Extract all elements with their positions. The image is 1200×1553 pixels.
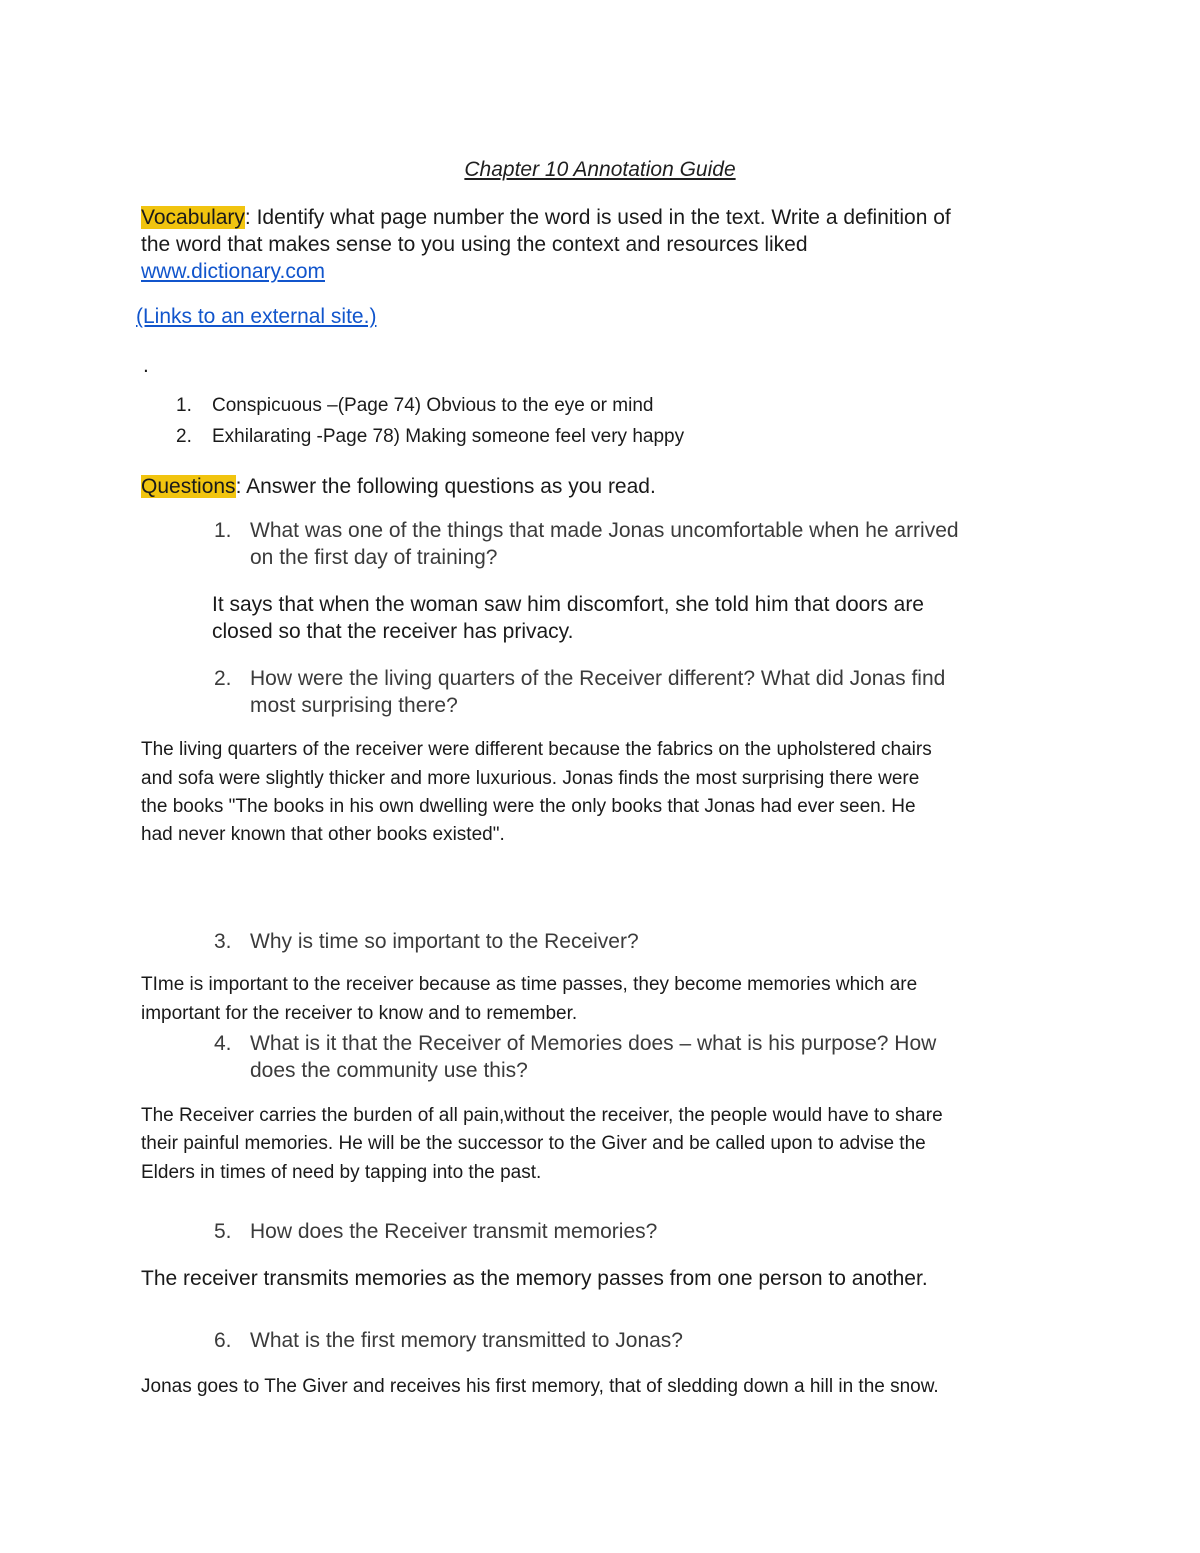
answer-3-line2: important for the receiver to know and to remember. <box>141 1003 578 1024</box>
vocab-item-number: 2. <box>176 426 192 447</box>
questions-intro <box>141 473 656 500</box>
question-number: 6. <box>214 1329 232 1352</box>
dictionary-link-line <box>141 258 325 285</box>
answer-4-line2: their painful memories. He will be the successor to the Giver and be called upon to advise the <box>141 1133 926 1154</box>
vocabulary-label: Vocabulary <box>141 206 245 229</box>
question-number: 5. <box>214 1220 232 1243</box>
questions-label: Questions <box>141 475 236 498</box>
stray-period: . <box>143 354 149 377</box>
question-number: 1. <box>214 519 232 542</box>
vocab-item-1 <box>176 392 653 420</box>
question-number: 2. <box>214 667 232 690</box>
answer-5-line1: The receiver transmits memories as the memory passes from one person to another. <box>141 1267 928 1290</box>
vocabulary-instructions-line1 <box>141 204 951 231</box>
vocab-item-text: Conspicuous –(Page 74) Obvious to the eye or mind <box>212 395 654 416</box>
answer-3-line1: TIme is important to the receiver because as time passes, they become memories which are <box>141 974 918 995</box>
answer-4-line3: Elders in times of need by tapping into the past. <box>141 1162 542 1183</box>
question-5-line1: 5. How does the Receiver transmit memories? <box>214 1220 658 1243</box>
questions-intro-text: : Answer the following questions as you read. <box>235 475 656 498</box>
question-4-line1: 4. What is it that the Receiver of Memories does – what is his purpose? How <box>214 1032 937 1055</box>
answer-2-line1: The living quarters of the receiver were different because the fabrics on the upholstered chairs <box>141 739 932 760</box>
answer-2-line3: the books "The books in his own dwelling were the only books that Jonas had ever seen. He <box>141 796 916 817</box>
answer-2-line4: had never known that other books existed". <box>141 824 505 845</box>
question-1-line2: on the first day of training? <box>250 546 498 569</box>
dictionary-link[interactable]: www.dictionary.com <box>141 260 325 283</box>
vocab-item-2 <box>176 423 684 451</box>
question-2-line2: most surprising there? <box>250 694 458 717</box>
vocabulary-instructions-line2: the word that makes sense to you using the context and resources liked <box>141 233 808 256</box>
question-3-line1: 3. Why is time so important to the Receiver? <box>214 930 639 953</box>
answer-6-line1: Jonas goes to The Giver and receives his first memory, that of sledding down a hill in the snow. <box>141 1376 939 1397</box>
answer-4-line1: The Receiver carries the burden of all pain,without the receiver, the people would have to share <box>141 1105 943 1126</box>
question-1-line1: 1. What was one of the things that made Jonas uncomfortable when he arrived <box>214 519 959 542</box>
vocab-item-text: Exhilarating -Page 78) Making someone feel very happy <box>212 426 685 447</box>
answer-1-line1: It says that when the woman saw him discomfort, she told him that doors are <box>212 593 924 616</box>
vocab-item-number: 1. <box>176 395 192 416</box>
external-site-link[interactable]: (Links to an external site.) <box>136 305 377 328</box>
external-link-line <box>136 303 376 330</box>
question-6-line1: 6. What is the first memory transmitted to Jonas? <box>214 1329 683 1352</box>
answer-2-line2: and sofa were slightly thicker and more luxurious. Jonas finds the most surprising there were <box>141 768 920 789</box>
question-number: 4. <box>214 1032 232 1055</box>
answer-1-line2: closed so that the receiver has privacy. <box>212 620 574 643</box>
vocabulary-instructions-text: : Identify what page number the word is used in the text. Write a definition of <box>244 206 951 229</box>
question-2-line1: 2. How were the living quarters of the Receiver different? What did Jonas find <box>214 667 946 690</box>
document-title: Chapter 10 Annotation Guide <box>464 158 736 181</box>
question-number: 3. <box>214 930 232 953</box>
question-4-line2: does the community use this? <box>250 1059 528 1082</box>
